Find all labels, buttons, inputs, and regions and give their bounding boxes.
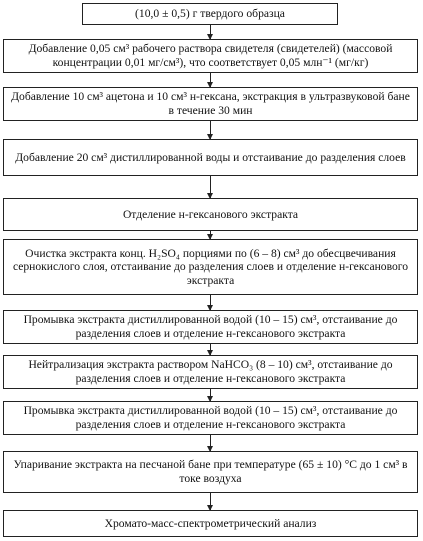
- arrow-down: [210, 295, 211, 310]
- step-text: Очистка экстракта конц. H₂SO₄ порциями по (6 – 8) см³ до обесцвечивания сернокислого слоя, отстаивание до разделения слоев и отделение н-гексанового экстракта: [12, 246, 409, 287]
- step-text: Добавление 20 см³ дистиллированной воды и отстаивание до разделения слоев: [15, 150, 406, 164]
- arrow-down: [210, 25, 211, 39]
- step-separate-hexane-extract: [3, 198, 418, 231]
- arrow-down: [210, 493, 211, 510]
- step-text: Добавление 0,05 см³ рабочего раствора свидетеля (свидетелей) (массовой концентрации 0,01 мг/см³), что соответствует 0,05 млн⁻¹ (мг/кг): [28, 42, 393, 69]
- arrow-down: [210, 389, 211, 401]
- step-water-wash-1: [3, 310, 418, 344]
- arrow-down: [210, 344, 211, 355]
- step-gc-ms-analysis: [3, 510, 418, 537]
- arrow-down: [210, 176, 211, 198]
- step-solid-sample: [82, 3, 338, 25]
- step-add-witness-solution: [3, 39, 418, 73]
- step-text: Хромато-масс-спектрометрический анализ: [104, 516, 317, 530]
- step-text: Нейтрализация экстракта раствором NaHCO₃ (8 – 10) см³, отстаивание до разделения слоев и отделение н-гексанового экстракта: [28, 358, 393, 385]
- step-text: Добавление 10 см³ ацетона и 10 см³ н-гексана, экстракция в ультразвуковой бане в течение 30 мин: [11, 90, 410, 117]
- step-text: (10,0 ± 0,5) г твердого образца: [135, 7, 285, 21]
- step-text: Упаривание экстракта на песчаной бане при температуре (65 ± 10) °С до 1 см³ в токе воздуха: [13, 458, 408, 485]
- step-acetone-hexane-extraction: [3, 87, 418, 121]
- step-add-water-settle: [3, 139, 418, 176]
- step-text: Промывка экстракта дистиллированной водой (10 – 15) см³, отстаивание до разделения слоев и отделение н-гексанового экстракта: [23, 404, 398, 431]
- arrow-down: [210, 73, 211, 87]
- arrow-down: [210, 121, 211, 139]
- step-water-wash-2: [3, 401, 418, 435]
- step-sulfuric-acid-cleanup: [3, 239, 418, 295]
- step-evaporation-sand-bath: [3, 451, 418, 493]
- arrow-down: [210, 231, 211, 239]
- arrow-down: [210, 435, 211, 451]
- step-text: Отделение н-гексанового экстракта: [122, 207, 299, 221]
- step-bicarbonate-neutralization: [3, 355, 418, 389]
- step-text: Промывка экстракта дистиллированной водой (10 – 15) см³, отстаивание до разделения слоев и отделение н-гексанового экстракта: [23, 313, 398, 340]
